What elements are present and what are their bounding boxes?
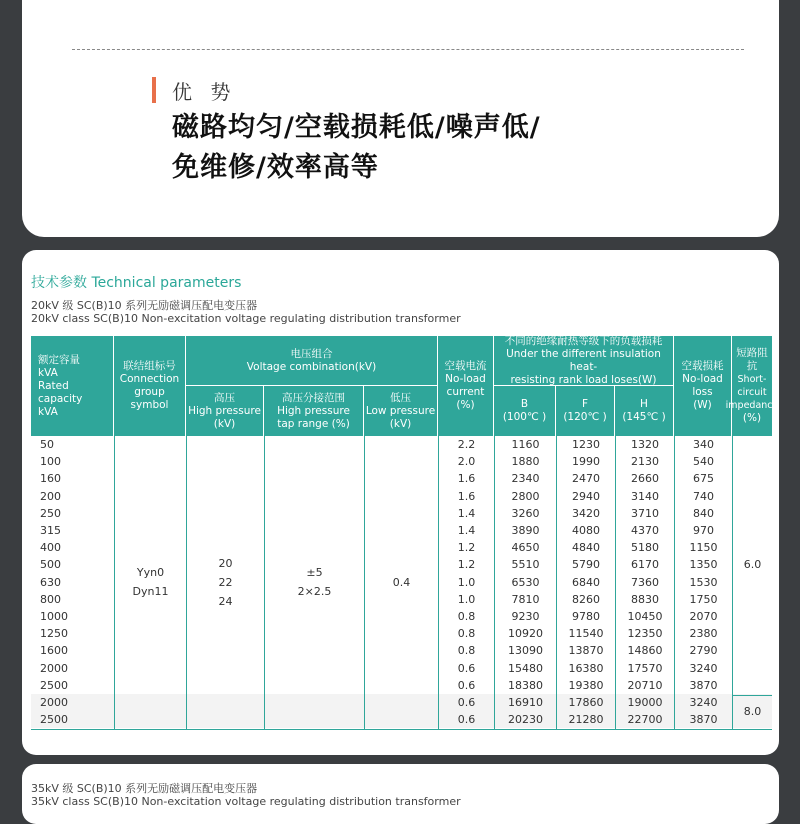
table-cell: 3240 — [689, 661, 718, 675]
table-cell: 1250 — [40, 627, 68, 641]
next-subtitle-cn: 35kV 级 SC(B)10 系列无励磁调压配电变压器 — [31, 782, 258, 795]
table-cell: 3240 — [689, 696, 718, 709]
table-cell: 2790 — [689, 644, 718, 658]
header-tap: 高压分接范围 High pressure tap range (%) — [264, 386, 363, 436]
table-cell: 18380 — [508, 678, 543, 692]
table-cell: 9780 — [572, 610, 600, 623]
table-cell: 1530 — [689, 575, 718, 589]
table-cell: 4080 — [572, 524, 600, 537]
table-row — [31, 677, 772, 694]
header-noload-loss: 空载损耗 No-load loss (W) — [674, 336, 731, 436]
table-cell: 2000 — [40, 661, 68, 675]
table-cell: 1150 — [689, 541, 718, 555]
table-row — [31, 488, 772, 505]
table-cell: 2800 — [511, 489, 540, 503]
table-cell: 5790 — [572, 558, 600, 572]
table-cell: 2000 — [40, 696, 68, 709]
table-cell: 1880 — [511, 455, 540, 469]
table-cell: 2940 — [572, 489, 600, 503]
table-cell: 3870 — [689, 713, 718, 727]
table-cell: 0.6 — [457, 678, 476, 692]
impedance-8: 8.0 — [743, 705, 762, 718]
table-cell: 19000 — [627, 696, 663, 709]
table-cell: 16910 — [508, 696, 543, 709]
table-cell: 7810 — [511, 592, 540, 606]
table-cell: 3870 — [689, 678, 718, 692]
table-cell: 14860 — [627, 644, 663, 658]
section-title: 技术参数 Technical parameters — [31, 275, 242, 291]
table-cell: 740 — [693, 489, 714, 503]
table-cell: 2380 — [689, 627, 718, 641]
table-row — [31, 660, 772, 677]
table-cell: 400 — [40, 541, 61, 555]
table-row — [31, 608, 772, 625]
next-section-card — [22, 764, 779, 824]
table-cell: 13090 — [508, 644, 543, 658]
advantage-card — [22, 0, 779, 237]
table-cell: 10450 — [627, 610, 663, 623]
dashed-divider — [72, 49, 744, 50]
table-cell: 1.6 — [457, 489, 476, 503]
accent-bar — [152, 77, 156, 103]
table-cell: 1.4 — [457, 524, 476, 537]
table-cell: 1.6 — [457, 472, 476, 486]
tap-range: ±5 2×2.5 — [297, 566, 332, 598]
advantage-text — [172, 108, 541, 188]
table-cell: 6170 — [631, 558, 659, 572]
header-hv: 高压 High pressure (kV) — [186, 386, 263, 436]
table-cell: 1750 — [689, 592, 718, 606]
table-cell: 1.0 — [457, 575, 476, 589]
advantage-title: 优 势 — [172, 80, 237, 104]
next-subtitle-en: 35kV class SC(B)10 Non-excitation voltage regulating distribution transformer — [31, 795, 461, 808]
header-load-loss: 不同的绝缘耐热等级下的负载损耗 Under the different insulation heat- resisting rank load loses(W) — [494, 336, 673, 385]
table-cell: 1990 — [572, 455, 600, 469]
header-h: H (145℃ ) — [615, 386, 673, 436]
table-cell: 200 — [40, 489, 61, 503]
table-cell: 970 — [693, 524, 714, 537]
table-cell: 1350 — [689, 558, 718, 572]
table-cell: 2500 — [40, 713, 68, 727]
subtitle-cn: 20kV 级 SC(B)10 系列无励磁调压配电变压器 — [31, 299, 258, 312]
table-cell: 250 — [40, 506, 61, 520]
params-table — [31, 334, 779, 729]
table-cell: 9230 — [511, 610, 540, 623]
table-cell: 17570 — [627, 661, 663, 675]
table-cell: 22700 — [627, 713, 663, 727]
col-divider — [615, 436, 616, 729]
table-cell: 8260 — [572, 592, 600, 606]
table-cell: 315 — [40, 524, 61, 537]
table-cell: 2660 — [631, 472, 659, 486]
table-cell: 12350 — [627, 627, 663, 641]
header-impedance: 短路阻抗 Short-circuit impedance (%) — [732, 336, 772, 436]
header-lv: 低压 Low pressure (kV) — [364, 386, 437, 436]
table-row — [31, 470, 772, 487]
header-b: B (100℃ ) — [494, 386, 555, 436]
col-divider — [674, 436, 675, 729]
table-cell: 0.8 — [457, 610, 476, 623]
lv-value: 0.4 — [392, 576, 411, 589]
table-cell: 2070 — [689, 610, 718, 623]
table-cell: 0.6 — [457, 661, 476, 675]
spec-values — [22, 0, 779, 10]
table-cell: 4840 — [572, 541, 600, 555]
table-cell: 4370 — [631, 524, 659, 537]
header-noload-current: 空载电流 No-load current (%) — [438, 336, 493, 436]
table-cell: 0.8 — [457, 627, 476, 641]
table-cell: 2470 — [572, 472, 600, 486]
table-cell: 15480 — [508, 661, 543, 675]
table-row — [31, 711, 772, 728]
table-cell: 50 — [40, 438, 54, 451]
subtitle-en: 20kV class SC(B)10 Non-excitation voltage regulating distribution transformer — [31, 312, 461, 325]
advantage-line-2: 免维修/效率高等 — [172, 152, 379, 183]
table-row — [31, 642, 772, 659]
table-cell: 340 — [693, 438, 714, 451]
header-capacity: 额定容量 kVA Rated capacity kVA — [31, 336, 113, 436]
table-cell: 160 — [40, 472, 61, 486]
table-cell: 16380 — [568, 661, 604, 675]
header-voltage: 电压组合 Voltage combination(kV) — [186, 336, 437, 385]
table-row — [31, 505, 772, 522]
table-cell: 5510 — [511, 558, 540, 572]
table-cell: 6530 — [511, 575, 540, 589]
table-cell: 20710 — [627, 678, 663, 692]
hv-values: 20 22 24 — [218, 557, 233, 608]
table-cell: 19380 — [568, 678, 604, 692]
table-cell: 1.0 — [457, 592, 476, 606]
table-cell: 1230 — [572, 438, 600, 451]
table-cell: 2.2 — [457, 438, 476, 451]
table-row — [31, 436, 772, 453]
col-divider — [438, 436, 439, 729]
table-cell: 7360 — [631, 575, 659, 589]
col-divider — [732, 436, 733, 729]
table-cell: 2.0 — [457, 455, 476, 469]
table-cell: 3140 — [631, 489, 659, 503]
table-cell: 2130 — [631, 455, 659, 469]
table-cell: 0.8 — [457, 644, 476, 658]
table-row — [31, 625, 772, 642]
table-row — [31, 453, 772, 470]
table-cell: 540 — [693, 455, 714, 469]
table-cell: 800 — [40, 592, 61, 606]
table-cell: 840 — [693, 506, 714, 520]
table-cell: 3260 — [511, 506, 540, 520]
header-f: F (120℃ ) — [556, 386, 614, 436]
table-cell: 11540 — [568, 627, 604, 641]
impedance-divider — [733, 695, 772, 696]
table-bottom — [31, 729, 772, 730]
header-connection: 联结组标号 Connection group symbol — [114, 336, 185, 436]
table-row — [31, 522, 772, 539]
connection-symbol: Yyn0 Dyn11 — [132, 566, 169, 598]
col-divider — [556, 436, 557, 729]
table-cell: 1.2 — [457, 558, 476, 572]
table-cell: 100 — [40, 455, 61, 469]
table-cell: 0.6 — [457, 696, 476, 709]
table-cell: 3420 — [572, 506, 600, 520]
table-cell: 0.6 — [457, 713, 476, 727]
table-cell: 1.4 — [457, 506, 476, 520]
advantage-line-1: 磁路均匀/空载损耗低/噪声低/ — [172, 112, 541, 143]
table-cell: 1000 — [40, 610, 68, 623]
table-cell: 17860 — [568, 696, 604, 709]
table-cell: 2500 — [40, 678, 68, 692]
table-cell: 1160 — [511, 438, 540, 451]
table-cell: 10920 — [508, 627, 543, 641]
table-cell: 1320 — [631, 438, 659, 451]
table-cell: 8830 — [631, 592, 659, 606]
table-cell: 3710 — [631, 506, 659, 520]
table-cell: 4650 — [511, 541, 540, 555]
col-divider — [494, 436, 495, 729]
table-cell: 500 — [40, 558, 61, 572]
table-row — [31, 694, 772, 711]
table-cell: 20230 — [508, 713, 543, 727]
table-cell: 2340 — [511, 472, 540, 486]
table-cell: 6840 — [572, 575, 600, 589]
table-cell: 630 — [40, 575, 61, 589]
table-cell: 1.2 — [457, 541, 476, 555]
impedance-6: 6.0 — [743, 558, 762, 571]
table-row — [31, 539, 772, 556]
table-cell: 3890 — [511, 524, 540, 537]
table-cell: 5180 — [631, 541, 659, 555]
table-cell: 1600 — [40, 644, 68, 658]
table-cell: 675 — [693, 472, 714, 486]
tech-params-card — [22, 250, 779, 755]
table-cell: 21280 — [568, 713, 604, 727]
table-cell: 13870 — [568, 644, 604, 658]
